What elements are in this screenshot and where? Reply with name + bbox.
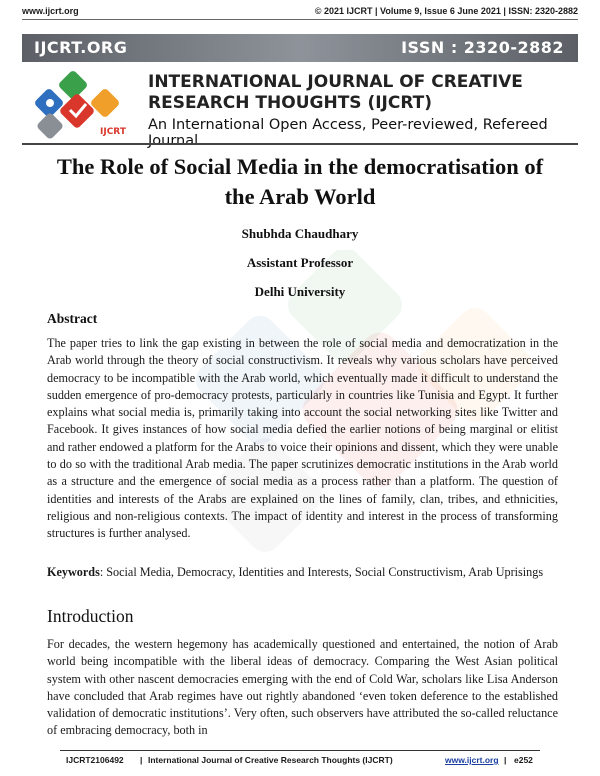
journal-subtitle: An International Open Access, Peer-reviewed, Refereed Journal [148, 117, 548, 149]
footer-url[interactable]: www.ijcrt.org [445, 755, 499, 765]
introduction-text: For decades, the western hegemony has academically questioned and entertained, the notion of Arab world being incompatible with the liberal ideas of democracy. Comparing the West Asian political system with other nascent democracies emerging with the end of Cold War, scholars like Lisa Anderson have concluded that Arab regimes have out rightly abandoned ‘even token deference to the established validation of democratic institutions’. Very often, such observers have attributed the so-called reluctance of embracing democracy, both in [47, 637, 558, 738]
author-affiliation: Delhi University [254, 284, 346, 299]
introduction-heading: Introduction [47, 606, 134, 626]
journal-name: INTERNATIONAL JOURNAL OF CREATIVE RESEARCH THOUGHTS (IJCRT) [148, 72, 523, 113]
paper-id: IJCRT2106492 [66, 755, 124, 765]
footer-journal: International Journal of Creative Research Thoughts (IJCRT) [148, 755, 393, 765]
page-number: e252 [514, 755, 533, 765]
footer-separator: | [140, 755, 143, 765]
keywords-list: : Social Media, Democracy, Identities and Interests, Social Constructivism, Arab Uprisings [99, 565, 544, 579]
page-footer [60, 750, 540, 769]
footer-separator: | [504, 755, 507, 765]
logo-text: IJCRT [100, 127, 126, 137]
banner-site: IJCRT.ORG [34, 38, 128, 57]
author-position: Assistant Professor [246, 255, 354, 270]
author-name: Shubhda Chaudhary [241, 226, 359, 241]
keywords-label: Keywords [47, 565, 100, 579]
keywords [47, 564, 558, 581]
header-rule [22, 19, 578, 20]
running-header [22, 4, 578, 18]
journal-banner [22, 34, 578, 62]
paper-title: The Role of Social Media in the democratisation of the Arab World [56, 154, 544, 209]
ijcrt-logo [22, 70, 140, 140]
abstract-text: The paper tries to link the gap existing in between the role of social media and democratization in the Arab world through the theory of social constructivism. It reveals why various scholars have perceived democracy to be incompatible with the Arab world, which eventually made it difficult to understand the sudden emergence of pro-democracy protests, particularly in countries like Tunisia and Egypt. It further explains what social media is, primarily taking into account the social networking sites like Twitter and Facebook. It gives instances of how social media defied the earlier notions of being marginal or elitist and rather endowed a platform for the Arabs to voice their opinions and dissent, which they were unable to do so with the traditional Arab media. The paper scrutinizes democratic institutions in the Arab world as a structure and the emergence of social media as a process rather than a platform. The question of identities and interests of the Arabs are explained on the lines of family, clan, tribes, and ethnicities, religious and non-religious contexts. The impact of identity and interest in the process of transforming structures is further analysed. [47, 336, 558, 541]
site-url[interactable]: www.ijcrt.org [22, 6, 79, 16]
banner-issn: ISSN : 2320-2882 [401, 38, 564, 57]
issue-info: © 2021 IJCRT | Volume 9, Issue 6 June 2021 | ISSN: 2320-2882 [314, 6, 578, 16]
masthead-rule [22, 143, 578, 145]
abstract-heading: Abstract [47, 311, 98, 326]
